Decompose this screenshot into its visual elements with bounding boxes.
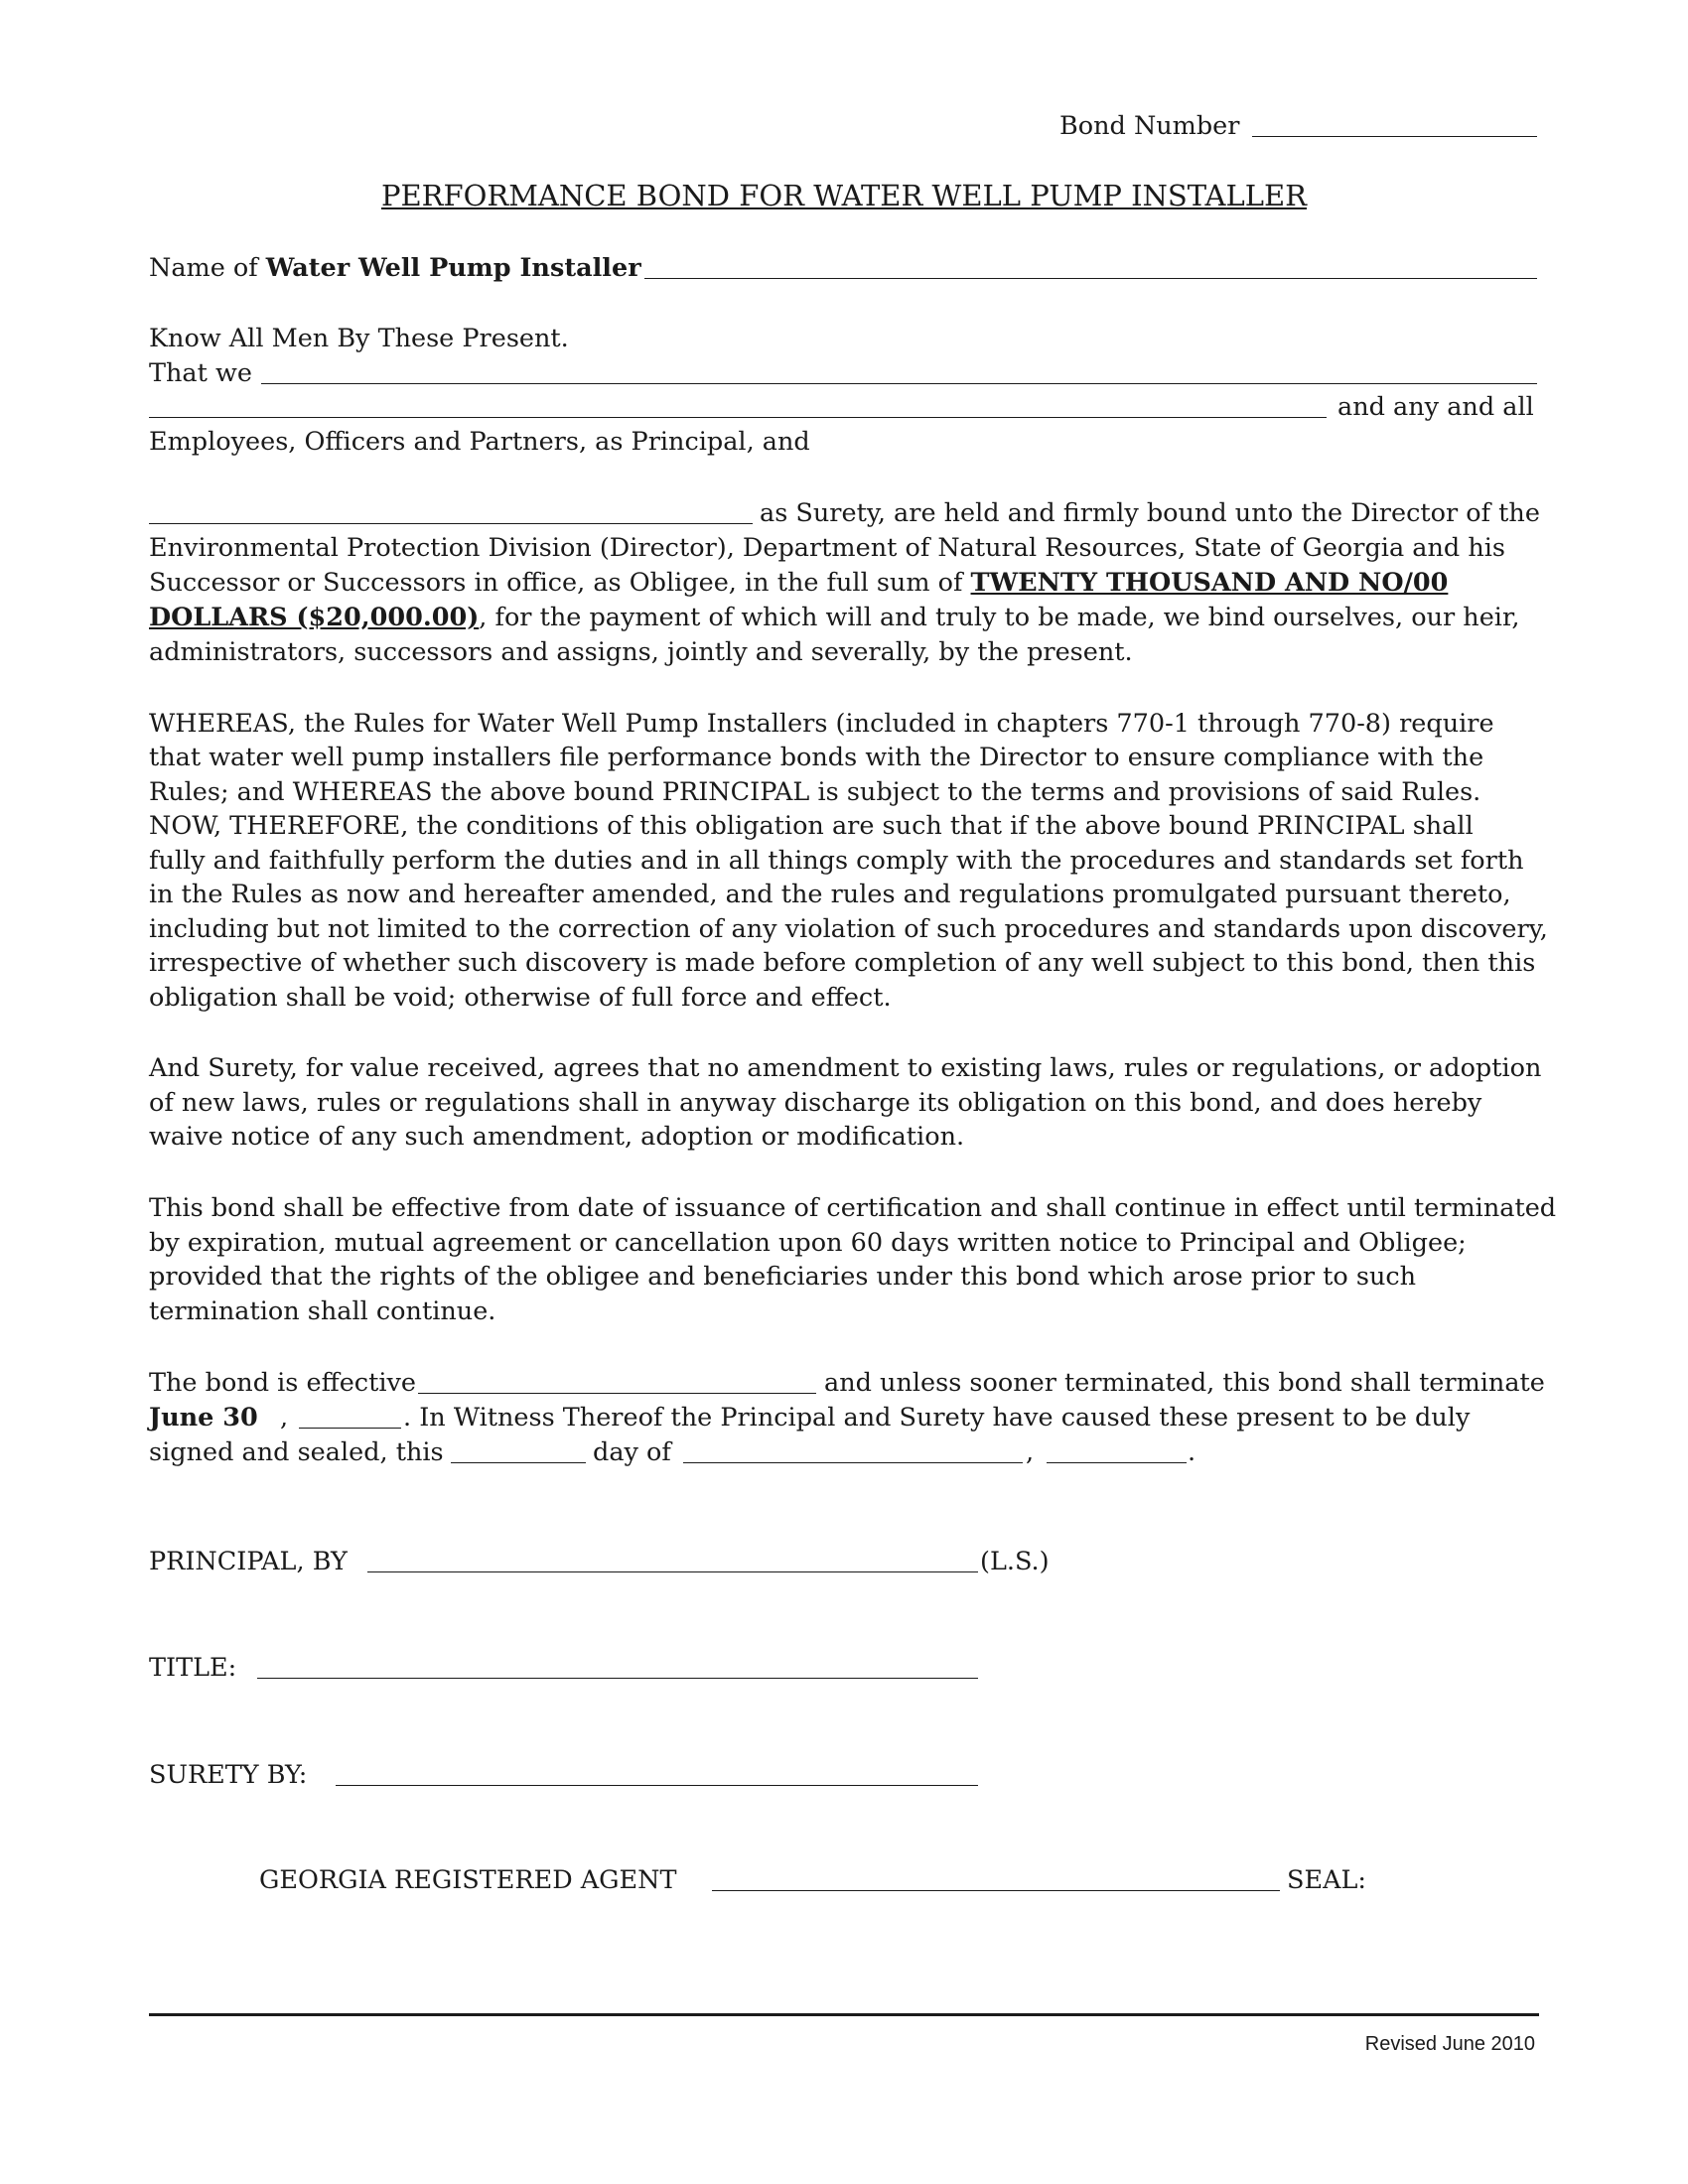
and-any-and-all-text: and any and all — [1337, 392, 1534, 422]
principal-name-field[interactable] — [261, 361, 1537, 383]
whereas-line: that water well pump installers file performance bonds with the Director to ensure compliance with the — [149, 743, 1484, 772]
installer-name-line — [644, 278, 1537, 279]
bond-number-field[interactable] — [1252, 114, 1537, 136]
document-title: PERFORMANCE BOND FOR WATER WELL PUMP INSTALLER — [380, 179, 1308, 212]
effective-line: by expiration, mutual agreement or cancellation upon 60 days written notice to Principal and Obligee; — [149, 1228, 1467, 1258]
termination-year-field[interactable] — [299, 1406, 401, 1428]
whereas-line: fully and faithfully perform the duties and in all things comply with the procedures and standards set forth — [149, 846, 1524, 876]
surety-agrees-line: waive notice of any such amendment, adoption or modification. — [149, 1122, 965, 1152]
title-line — [257, 1678, 978, 1679]
ls-label: (L.S.) — [980, 1547, 1050, 1576]
whereas-line: Rules; and WHEREAS the above bound PRINCIPAL is subject to the terms and provisions of said Rules. — [149, 777, 1481, 807]
surety-name-line — [149, 523, 753, 524]
bond-effective-label: The bond is effective — [149, 1368, 416, 1398]
surety-para-line-2: Environmental Protection Division (Director), Department of Natural Resources, State of Georgia and his — [149, 533, 1505, 563]
surety-signature-line — [336, 1785, 978, 1786]
termination-year-line — [299, 1428, 401, 1429]
footer-rule — [149, 2013, 1539, 2016]
signed-day-line — [451, 1462, 586, 1463]
whereas-line: irrespective of whether such discovery is made before completion of any well subject to this bond, then this — [149, 948, 1536, 978]
effective-date-line — [418, 1393, 816, 1394]
surety-signature-field[interactable] — [336, 1763, 978, 1785]
principal-signature-field[interactable] — [367, 1550, 978, 1571]
principal-name-line — [261, 383, 1537, 384]
whereas-line: including but not limited to the correction of any violation of such procedures and standards upon discovery, — [149, 914, 1548, 944]
revised-date: Revised June 2010 — [1364, 2033, 1535, 2055]
signed-month-field[interactable] — [683, 1440, 1023, 1462]
installer-name-label: Name of Water Well Pump Installer — [149, 253, 641, 283]
surety-name-field[interactable] — [149, 501, 753, 523]
principal-by-label: PRINCIPAL, BY — [149, 1547, 348, 1576]
whereas-line: NOW, THEREFORE, the conditions of this obligation are such that if the above bound PRINCIPAL shall — [149, 811, 1474, 841]
signed-comma: , — [1026, 1437, 1035, 1467]
signed-year-line — [1047, 1462, 1187, 1463]
surety-agrees-line: And Surety, for value received, agrees that no amendment to existing laws, rules or regulations, or adoption — [149, 1053, 1542, 1083]
bond-number-label: Bond Number — [1059, 111, 1240, 141]
principal-name-field-2[interactable] — [149, 395, 1327, 417]
effective-date-field[interactable] — [418, 1371, 816, 1393]
that-we-label: That we — [149, 358, 252, 388]
title-field[interactable] — [257, 1656, 978, 1678]
effective-line: termination shall continue. — [149, 1297, 496, 1326]
signed-month-line — [683, 1462, 1023, 1463]
title-label: TITLE: — [149, 1653, 237, 1683]
whereas-line: in the Rules as now and hereafter amended, and the rules and regulations promulgated pursuant thereto, — [149, 880, 1511, 909]
whereas-line: WHEREAS, the Rules for Water Well Pump Installers (included in chapters 770-1 through 770-8) require — [149, 709, 1494, 739]
signed-year-field[interactable] — [1047, 1440, 1187, 1462]
surety-para-line-5: administrators, successors and assigns, jointly and severally, by the present. — [149, 637, 1133, 667]
know-all-men-text: Know All Men By These Present. — [149, 324, 569, 353]
surety-para-line-1: as Surety, are held and firmly bound unto the Director of the — [760, 498, 1540, 528]
whereas-line: obligation shall be void; otherwise of full force and effect. — [149, 983, 892, 1013]
signed-sealed-label: signed and sealed, this — [149, 1437, 444, 1467]
surety-by-label: SURETY BY: — [149, 1760, 308, 1790]
registered-agent-field[interactable] — [712, 1868, 1280, 1890]
unless-terminated-text: and unless sooner terminated, this bond shall terminate — [824, 1368, 1545, 1398]
effective-line: provided that the rights of the obligee and beneficiaries under this bond which arose prior to such — [149, 1262, 1417, 1292]
day-of-label: day of — [593, 1437, 671, 1467]
june-30-label: June 30 — [149, 1403, 258, 1433]
employees-text: Employees, Officers and Partners, as Principal, and — [149, 427, 810, 457]
seal-label: SEAL: — [1287, 1865, 1367, 1895]
surety-para-line-3: Successor or Successors in office, as Obligee, in the full sum of TWENTY THOUSAND AND NO/00 — [149, 568, 1449, 598]
in-witness-text: . In Witness Thereof the Principal and Surety have caused these present to be duly — [403, 1403, 1471, 1433]
surety-agrees-line: of new laws, rules or regulations shall in anyway discharge its obligation on this bond, and does hereby — [149, 1088, 1482, 1118]
principal-signature-line — [367, 1571, 978, 1572]
registered-agent-label: GEORGIA REGISTERED AGENT — [259, 1865, 677, 1895]
june-30-comma: , — [280, 1403, 289, 1433]
signed-period: . — [1188, 1437, 1196, 1467]
surety-para-line-4: DOLLARS ($20,000.00), for the payment of which will and truly to be made, we bind ourselves, our heir, — [149, 603, 1520, 632]
installer-name-field[interactable] — [644, 256, 1537, 278]
registered-agent-line — [712, 1890, 1280, 1891]
principal-name-line-2 — [149, 417, 1327, 418]
bond-number-line — [1252, 136, 1537, 137]
effective-line: This bond shall be effective from date of issuance of certification and shall continue in effect until terminated — [149, 1193, 1557, 1223]
signed-day-field[interactable] — [451, 1440, 586, 1462]
